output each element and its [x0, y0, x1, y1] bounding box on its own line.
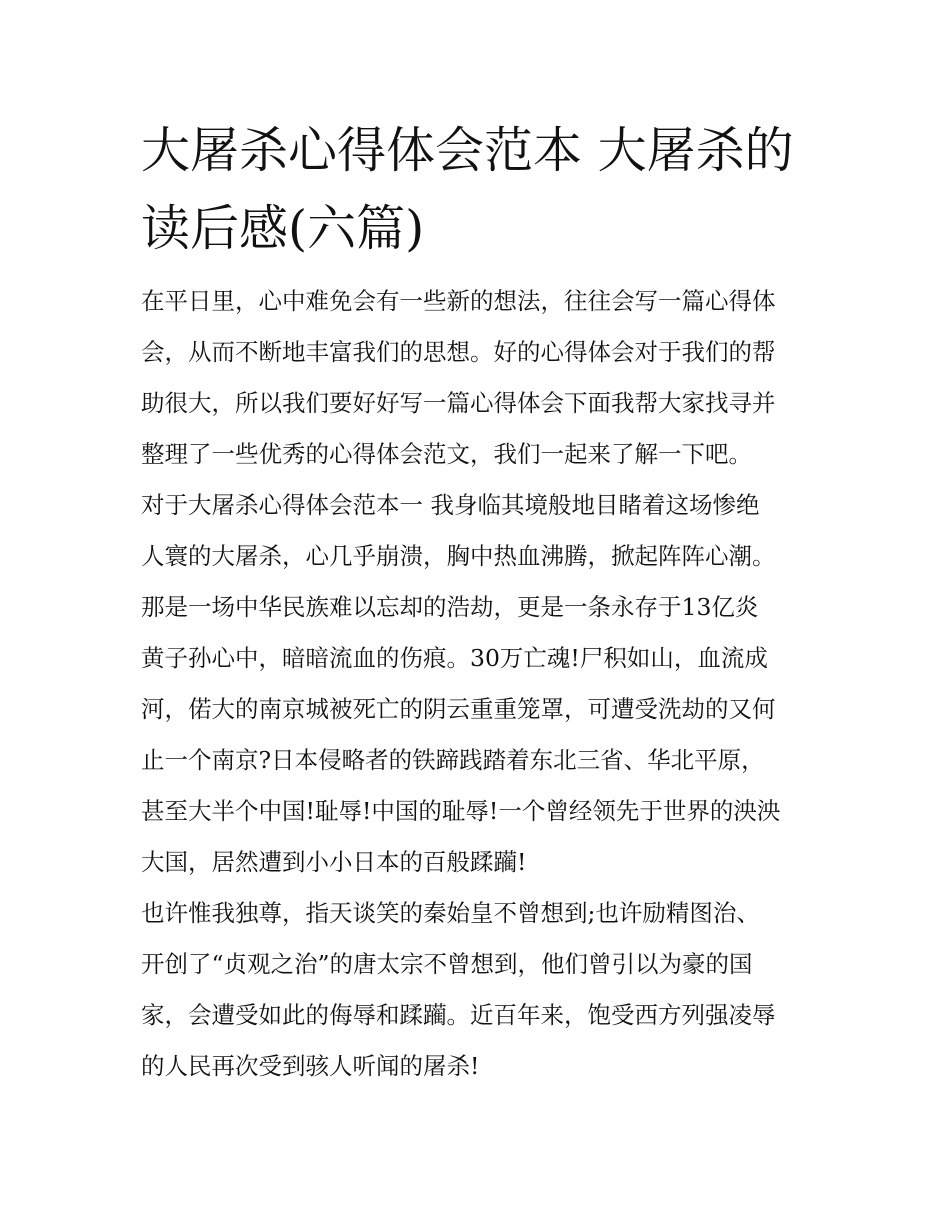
text-line: 家，会遭受如此的侮辱和蹂躏。近百年来，饱受西方列强凌辱 [141, 1001, 776, 1029]
text-line: 的人民再次受到骇人听闻的屠杀! [141, 1052, 480, 1080]
text-line: 人寰的大屠杀，心几乎崩溃，胸中热血沸腾，掀起阵阵心潮。 [141, 542, 776, 570]
text-line: 黄子孙心中，暗暗流血的伤痕。30万亡魂!尸积如山，血流成 [141, 644, 768, 672]
title-line: 大屠杀心得体会范本 大屠杀的 [141, 122, 794, 179]
paragraph-history [141, 888, 821, 1092]
paragraph-intro [141, 276, 821, 480]
text-line: 大国，居然遭到小小日本的百般蹂躏! [141, 848, 527, 876]
document-title [141, 112, 821, 268]
text-line: 那是一场中华民族难以忘却的浩劫，更是一条永存于13亿炎 [141, 593, 759, 621]
text-line: 整理了一些优秀的心得体会范文，我们一起来了解一下吧。 [141, 440, 752, 468]
text-line: 也许惟我独尊，指天谈笑的秦始皇不曾想到;也许励精图治、 [141, 899, 760, 927]
title-line: 读后感(六篇) [141, 200, 425, 257]
text-line: 助很大，所以我们要好好写一篇心得体会下面我帮大家找寻并 [141, 389, 776, 417]
text-line: 河，偌大的南京城被死亡的阴云重重笼罩，可遭受洗劫的又何 [141, 695, 776, 723]
text-line: 会，从而不断地丰富我们的思想。好的心得体会对于我们的帮 [141, 338, 776, 366]
text-line: 对于大屠杀心得体会范本一 我身临其境般地目睹着这场惨绝 [141, 491, 760, 519]
document-body [141, 276, 821, 1092]
text-line: 在平日里，心中难免会有一些新的想法，往往会写一篇心得体 [141, 287, 776, 315]
text-line: 止一个南京?日本侵略者的铁蹄践踏着东北三省、华北平原， [141, 746, 765, 774]
text-line: 甚至大半个中国!耻辱!中国的耻辱!一个曾经领先于世界的泱泱 [141, 797, 781, 825]
text-line: 开创了“贞观之治”的唐太宗不曾想到，他们曾引以为豪的国 [141, 950, 753, 978]
paragraph-essay-one [141, 480, 821, 888]
